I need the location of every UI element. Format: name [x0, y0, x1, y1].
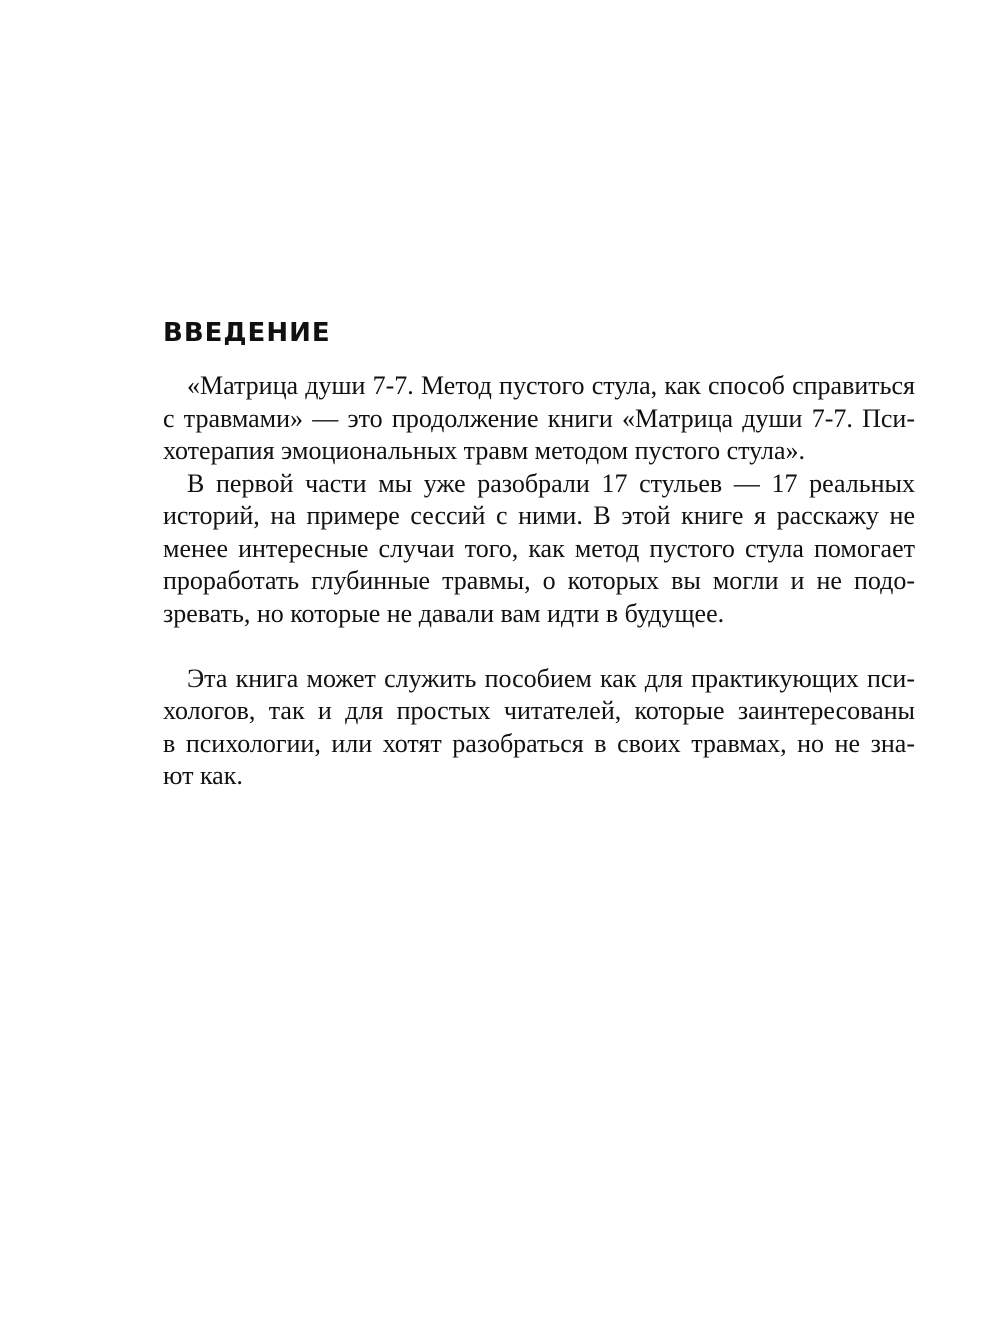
text-line: «Матрица души 7-7. Метод пустого стула, как способ справиться	[187, 371, 915, 400]
text-line: хологов, так и для простых читателей, которые заинтересованы	[163, 696, 915, 725]
paragraph-gap	[163, 630, 915, 663]
text-line: в психологии, или хотят разобраться в своих травмах, но не зна-	[163, 728, 915, 758]
paragraph-3	[163, 663, 915, 793]
text-line: менее интересные случаи того, как метод пустого стула помогает	[163, 533, 915, 563]
text-line: Эта книга может служить пособием как для практикующих пси-	[187, 663, 915, 693]
text-line: зревать, но которые не давали вам идти в будущее.	[163, 598, 725, 628]
paragraph-1	[163, 370, 915, 468]
text-line: ют как.	[163, 761, 243, 790]
body-text	[163, 370, 915, 793]
paragraph-2	[163, 468, 915, 631]
page-title: ВВЕДЕНИЕ	[163, 318, 331, 348]
text-line: с травмами» — это продолжение книги «Матрица души 7-7. Пси-	[163, 403, 915, 433]
text-line: В первой части мы уже разобрали 17 стульев — 17 реальных	[187, 468, 915, 498]
text-line: проработать глубинные травмы, о которых вы могли и не подо-	[163, 566, 915, 595]
text-line: хотерапия эмоциональных травм методом пустого стула».	[163, 436, 806, 465]
text-line: историй, на примере сессий с ними. В этой книге я расскажу не	[163, 501, 915, 530]
